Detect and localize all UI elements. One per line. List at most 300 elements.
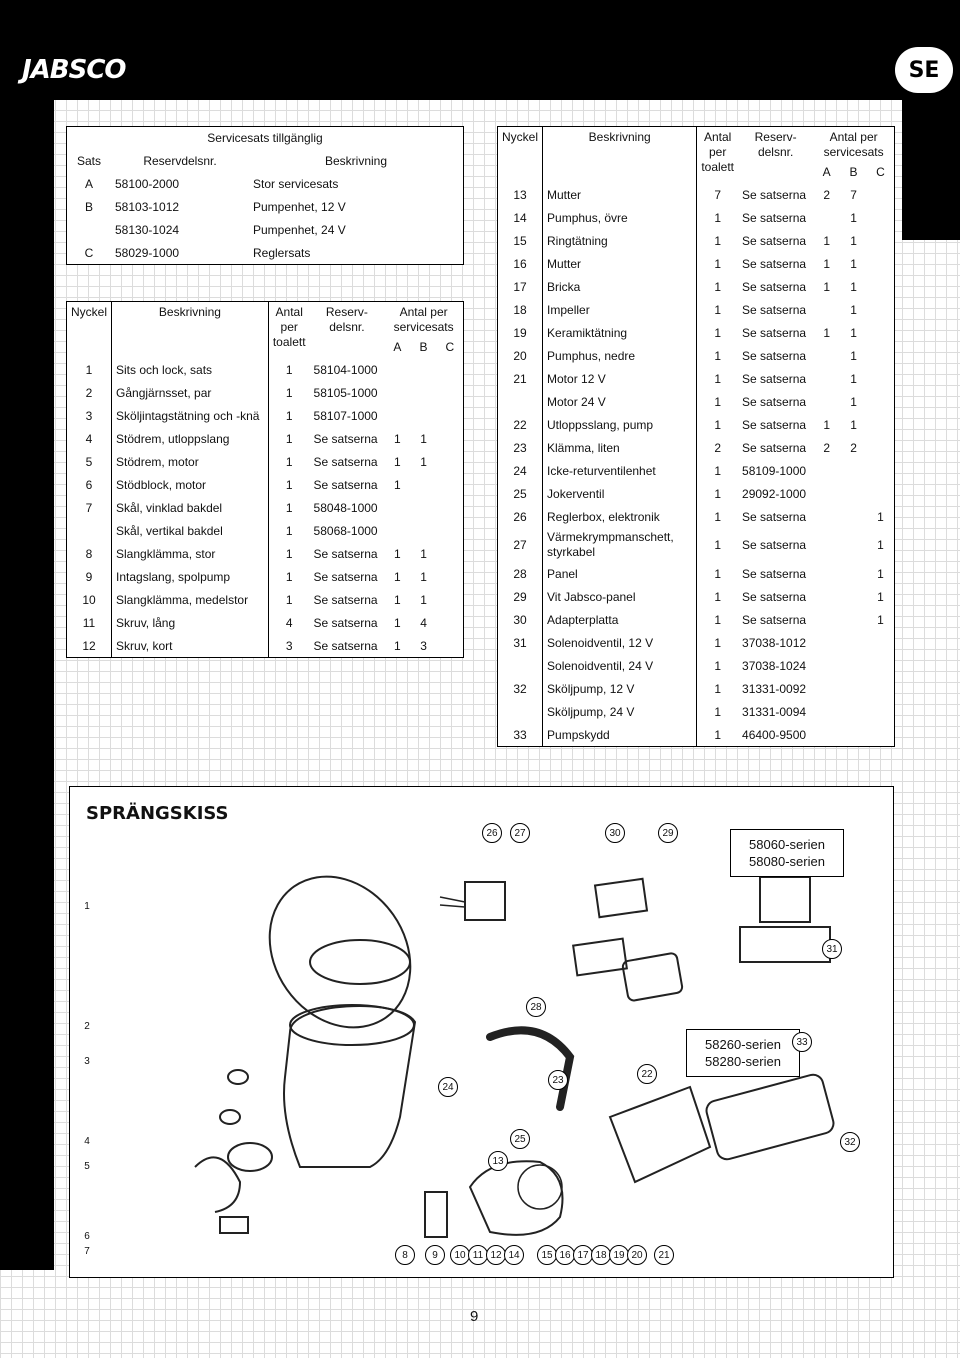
part-number: 37038-1012 xyxy=(742,635,807,650)
parts-row xyxy=(67,496,463,519)
part-description-text: Icke-returventilenhet xyxy=(547,463,656,478)
part-description xyxy=(112,358,269,381)
part-description-text: Mutter xyxy=(547,187,582,202)
kits-header-reservdelsnr: Reservdelsnr. xyxy=(143,153,217,168)
part-quantity: 1 xyxy=(268,404,309,427)
part-kit-b xyxy=(840,562,867,585)
part-number: 58104-1000 xyxy=(313,362,378,377)
part-kit-b xyxy=(410,381,436,404)
part-key: 32 xyxy=(513,681,527,696)
part-quantity: 1 xyxy=(697,413,738,436)
header-service-right-line1: Antal per xyxy=(829,130,878,144)
part-kit-c xyxy=(867,700,894,723)
callout-33: 33 xyxy=(792,1032,812,1052)
part-key: 28 xyxy=(513,566,527,581)
part-kit-a: 1 xyxy=(823,417,830,432)
part-description-text: Keramiktätning xyxy=(547,325,628,340)
part-kit-c: 1 xyxy=(877,509,884,524)
parts-row xyxy=(67,381,463,404)
part-description-text: Sköljintagstätning och -knä xyxy=(116,408,260,423)
part-number: Se satserna xyxy=(742,566,807,581)
parts-table-left xyxy=(67,302,463,657)
part-kit-a: 1 xyxy=(823,256,830,271)
parts-row xyxy=(498,585,894,608)
part-kit-b xyxy=(410,496,436,519)
part-kit-a xyxy=(813,528,840,562)
part-description-text: Bricka xyxy=(547,279,581,294)
part-quantity: 1 xyxy=(697,585,738,608)
part-quantity: 1 xyxy=(268,381,309,404)
diagram-title: SPRÄNGSKISS xyxy=(86,803,229,824)
part-quantity: 2 xyxy=(697,436,738,459)
part-description xyxy=(112,427,269,450)
parts-table-right xyxy=(498,127,894,746)
part-quantity: 1 xyxy=(697,677,738,700)
part-description xyxy=(543,562,697,585)
part-description xyxy=(112,565,269,588)
part-kit-c: 1 xyxy=(877,538,884,552)
part-kit-c xyxy=(867,654,894,677)
part-description xyxy=(543,700,697,723)
part-kit-b: 1 xyxy=(850,417,857,432)
part-key: 2 xyxy=(85,385,93,400)
part-number: Se satserna xyxy=(742,325,807,340)
part-kit-c xyxy=(437,634,463,657)
part-kit-c xyxy=(437,473,463,496)
part-kit-a: 1 xyxy=(823,233,830,248)
part-kit-a xyxy=(813,298,840,321)
part-key: 12 xyxy=(82,638,96,653)
part-key: 31 xyxy=(513,635,527,650)
part-kit-c xyxy=(867,677,894,700)
callout-7: 7 xyxy=(78,1242,96,1260)
header-nyckel-right: Nyckel xyxy=(502,130,539,144)
callout-32: 32 xyxy=(840,1132,860,1152)
header-antal-line2: per xyxy=(280,320,298,334)
parts-row xyxy=(498,654,894,677)
header-beskrivning-right: Beskrivning xyxy=(543,127,697,183)
parts-row xyxy=(498,436,894,459)
part-description-text: Panel xyxy=(547,566,578,581)
parts-row xyxy=(498,482,894,505)
part-description-text: Sköljpump, 24 V xyxy=(547,704,635,719)
header-reserv-line1: Reserv- xyxy=(325,305,368,319)
part-description xyxy=(543,183,697,206)
part-number: Se satserna xyxy=(742,279,807,294)
part-kit-c xyxy=(867,206,894,229)
kit-sats xyxy=(67,218,111,241)
part-kit-c xyxy=(437,542,463,565)
part-kit-c xyxy=(867,344,894,367)
part-quantity: 1 xyxy=(697,390,738,413)
part-kit-c xyxy=(867,367,894,390)
part-kit-a xyxy=(813,585,840,608)
part-number: Se satserna xyxy=(742,538,807,552)
part-kit-a xyxy=(813,631,840,654)
toilet-rim-drawing xyxy=(290,1005,414,1045)
kits-row xyxy=(67,241,463,264)
part-quantity: 1 xyxy=(268,473,309,496)
part-key xyxy=(67,519,112,542)
parts-row xyxy=(498,608,894,631)
part-quantity: 1 xyxy=(697,206,738,229)
header-antal-right-line1: Antal xyxy=(703,130,732,144)
kit-part-number: 58100-2000 xyxy=(115,176,180,191)
parts-row xyxy=(498,723,894,746)
part-key: 29 xyxy=(513,589,527,604)
header-antal-right xyxy=(697,127,738,183)
part-kit-c xyxy=(437,358,463,381)
part-kit-a xyxy=(384,519,410,542)
part-kit-b: 1 xyxy=(850,210,857,225)
callout-2: 2 xyxy=(78,1017,96,1035)
part-key: 14 xyxy=(513,210,527,225)
part-description xyxy=(543,459,697,482)
part-kit-b: 7 xyxy=(850,187,857,202)
part-kit-c xyxy=(867,459,894,482)
part-kit-b: 1 xyxy=(850,371,857,386)
kit-sats: A xyxy=(84,176,93,191)
part-quantity: 1 xyxy=(697,608,738,631)
outlet-hose-drawing xyxy=(490,1030,570,1107)
exploded-diagram xyxy=(69,786,894,1278)
part-kit-a xyxy=(384,358,410,381)
parts-row xyxy=(498,700,894,723)
callout-14: 14 xyxy=(504,1245,524,1265)
part-number: 58109-1000 xyxy=(742,463,807,478)
part-kit-b xyxy=(410,358,436,381)
parts-row xyxy=(498,413,894,436)
white-panel-drawing xyxy=(622,952,683,1001)
part-kit-a xyxy=(813,700,840,723)
series-box-58060-line2: 58080-serien xyxy=(749,854,825,869)
part-number: Se satserna xyxy=(742,233,807,248)
pump-housing-drawing xyxy=(470,1161,563,1235)
part-description xyxy=(543,344,697,367)
part-kit-c: 1 xyxy=(877,566,884,581)
part-description xyxy=(543,229,697,252)
part-number: 58107-1000 xyxy=(313,408,378,423)
header-reserv-line2: delsnr. xyxy=(329,320,365,334)
part-key: 33 xyxy=(513,727,527,742)
part-key: 22 xyxy=(513,417,527,432)
left-side-bar xyxy=(0,100,54,1270)
part-quantity: 7 xyxy=(697,183,738,206)
callout-30: 30 xyxy=(605,823,625,843)
part-kit-a: 1 xyxy=(394,569,401,584)
part-number: Se satserna xyxy=(742,187,807,202)
kits-header-sats: Sats xyxy=(76,153,101,168)
kits-row xyxy=(67,218,463,241)
part-kit-b xyxy=(840,677,867,700)
callout-10: 10 xyxy=(450,1245,470,1265)
part-key: 4 xyxy=(85,431,93,446)
part-kit-a xyxy=(813,677,840,700)
header-c: C xyxy=(445,339,455,354)
part-description-text: Solenoidventil, 12 V xyxy=(547,635,654,650)
part-key: 19 xyxy=(513,325,527,340)
part-kit-b xyxy=(410,404,436,427)
callout-15: 15 xyxy=(537,1245,557,1265)
callout-3: 3 xyxy=(78,1052,96,1070)
parts-row xyxy=(67,588,463,611)
part-key: 21 xyxy=(513,371,527,386)
callout-1: 1 xyxy=(78,897,96,915)
part-description-text-line2: styrkabel xyxy=(547,545,596,559)
part-number: Se satserna xyxy=(742,612,807,627)
right-side-bar xyxy=(902,100,960,240)
part-description xyxy=(543,367,697,390)
part-quantity: 3 xyxy=(268,634,309,657)
kit-part-number: 58130-1024 xyxy=(115,222,180,237)
part-description xyxy=(543,528,697,562)
part-kit-b: 1 xyxy=(850,256,857,271)
header-service-line1: Antal per xyxy=(399,305,448,319)
part-kit-c xyxy=(867,723,894,746)
callout-28: 28 xyxy=(526,997,546,1017)
inlet-hose-drawing xyxy=(425,1192,447,1237)
part-kit-a xyxy=(813,608,840,631)
parts-row xyxy=(67,611,463,634)
part-kit-b: 1 xyxy=(850,302,857,317)
part-key xyxy=(498,390,543,413)
part-quantity: 1 xyxy=(697,723,738,746)
part-quantity: 1 xyxy=(697,505,738,528)
series-box-58060 xyxy=(730,829,844,877)
part-kit-a xyxy=(384,496,410,519)
part-kit-a xyxy=(813,562,840,585)
parts-row xyxy=(498,344,894,367)
series-box-58260 xyxy=(686,1029,800,1077)
part-quantity: 1 xyxy=(268,565,309,588)
callout-22: 22 xyxy=(637,1064,657,1084)
part-kit-c xyxy=(867,183,894,206)
part-key: 18 xyxy=(513,302,527,317)
part-description-text: Jokerventil xyxy=(547,486,605,501)
part-description-text: Pumphus, nedre xyxy=(547,348,636,363)
part-kit-a xyxy=(813,390,840,413)
part-kit-a xyxy=(384,381,410,404)
part-kit-b xyxy=(840,482,867,505)
kit-part-number: 58103-1012 xyxy=(115,199,180,214)
part-kit-b: 3 xyxy=(420,638,427,653)
header-antal-line1: Antal xyxy=(275,305,303,319)
part-key: 16 xyxy=(513,256,527,271)
parts-row xyxy=(498,229,894,252)
part-kit-b: 2 xyxy=(850,440,857,455)
part-description-text: Mutter xyxy=(547,256,582,271)
kits-row xyxy=(67,195,463,218)
part-description-text: Impeller xyxy=(547,302,590,317)
part-quantity: 1 xyxy=(697,482,738,505)
part-kit-c xyxy=(867,298,894,321)
part-description-text: Stödrem, utloppslang xyxy=(116,431,230,446)
part-number: Se satserna xyxy=(313,454,378,469)
part-description-text: Motor 24 V xyxy=(547,394,606,409)
part-kit-a: 1 xyxy=(394,546,401,561)
part-key: 3 xyxy=(85,408,93,423)
callout-4: 4 xyxy=(78,1132,96,1150)
parts-row xyxy=(67,519,463,542)
part-kit-b: 1 xyxy=(850,279,857,294)
part-kit-b: 1 xyxy=(420,592,427,607)
part-description-text: Stödblock, motor xyxy=(116,477,207,492)
parts-row xyxy=(67,565,463,588)
part-kit-c: 1 xyxy=(877,589,884,604)
part-kit-a: 1 xyxy=(394,615,401,630)
part-key: 27 xyxy=(513,538,527,552)
part-key: 20 xyxy=(513,348,527,363)
part-kit-b xyxy=(840,631,867,654)
part-kit-c xyxy=(867,321,894,344)
part-description-text: Gångjärnsset, par xyxy=(116,385,212,400)
part-kit-c: 1 xyxy=(877,612,884,627)
part-kit-a: 1 xyxy=(394,592,401,607)
part-number: 46400-9500 xyxy=(742,727,807,742)
part-description-text: Skål, vinklad bakdel xyxy=(116,500,223,515)
flush-pump-drawing xyxy=(704,1072,835,1161)
header-beskrivning: Beskrivning xyxy=(112,302,269,358)
header-servicesats-right xyxy=(813,127,894,160)
part-key: 7 xyxy=(85,500,93,515)
part-kit-a xyxy=(813,206,840,229)
parts-row xyxy=(498,321,894,344)
part-quantity: 1 xyxy=(697,298,738,321)
header-reserv-right-line2: delsnr. xyxy=(757,145,794,159)
callout-18: 18 xyxy=(591,1245,611,1265)
header-nyckel: Nyckel xyxy=(71,305,108,319)
parts-row xyxy=(67,634,463,657)
part-description xyxy=(543,654,697,677)
part-kit-c xyxy=(437,611,463,634)
part-kit-b xyxy=(840,700,867,723)
parts-row xyxy=(498,206,894,229)
part-number: Se satserna xyxy=(742,509,807,524)
language-badge: SE xyxy=(895,47,953,93)
callout-27: 27 xyxy=(510,823,530,843)
part-description-text: Intagslang, spolpump xyxy=(116,569,231,584)
part-number: Se satserna xyxy=(313,638,378,653)
header-c-right: C xyxy=(876,164,885,179)
page-number: 9 xyxy=(470,1308,479,1325)
header-service-right-line2: servicesats xyxy=(823,145,884,159)
part-kit-a: 1 xyxy=(394,477,401,492)
parts-row xyxy=(498,631,894,654)
part-kit-c xyxy=(867,252,894,275)
part-quantity: 1 xyxy=(268,496,309,519)
kit-description: Reglersats xyxy=(253,245,311,260)
part-kit-c xyxy=(867,631,894,654)
seal-ring-drawing xyxy=(228,1070,248,1084)
part-number: Se satserna xyxy=(742,210,807,225)
header-reserv-right-line1: Reserv- xyxy=(754,130,797,144)
part-kit-a xyxy=(813,367,840,390)
part-quantity: 1 xyxy=(268,358,309,381)
part-kit-a xyxy=(813,344,840,367)
part-kit-b xyxy=(840,608,867,631)
part-kit-a: 1 xyxy=(394,431,401,446)
part-key: 25 xyxy=(513,486,527,501)
part-quantity: 1 xyxy=(697,344,738,367)
parts-row xyxy=(498,252,894,275)
part-kit-c xyxy=(437,381,463,404)
series-box-58260-line1: 58260-serien xyxy=(705,1037,781,1052)
part-description-text: Skruv, kort xyxy=(116,638,173,653)
parts-row xyxy=(498,528,894,562)
callout-31: 31 xyxy=(822,939,842,959)
part-description xyxy=(543,321,697,344)
parts-row xyxy=(498,390,894,413)
part-kit-b xyxy=(410,519,436,542)
part-description xyxy=(112,496,269,519)
part-kit-b: 1 xyxy=(420,431,427,446)
header-antal-right-line3: toalett xyxy=(701,160,735,174)
part-kit-c xyxy=(437,450,463,473)
part-kit-b: 1 xyxy=(420,454,427,469)
part-description-text: Utloppsslang, pump xyxy=(547,417,654,432)
header-b-right: B xyxy=(849,164,858,179)
part-number: Se satserna xyxy=(313,592,378,607)
kits-header-beskrivning: Beskrivning xyxy=(324,153,388,168)
part-description xyxy=(543,723,697,746)
part-description xyxy=(543,608,697,631)
adapter-plate-drawing xyxy=(595,879,647,917)
parts-row xyxy=(498,298,894,321)
part-key: 26 xyxy=(513,509,527,524)
part-kit-c xyxy=(437,427,463,450)
solenoid-valve-drawing xyxy=(760,877,810,922)
part-description xyxy=(543,631,697,654)
header-reservdelsnr-right xyxy=(738,127,813,183)
part-number: 58105-1000 xyxy=(313,385,378,400)
part-description-text: Klämma, liten xyxy=(547,440,620,455)
callout-12: 12 xyxy=(486,1245,506,1265)
kits-row xyxy=(67,172,463,195)
part-description xyxy=(543,206,697,229)
callout-11: 11 xyxy=(468,1245,488,1265)
part-number: Se satserna xyxy=(313,546,378,561)
part-number: Se satserna xyxy=(742,256,807,271)
jabsco-logo: JABSCO xyxy=(14,50,134,90)
part-kit-c xyxy=(867,390,894,413)
motor-drawing xyxy=(610,1087,710,1182)
part-kit-c xyxy=(437,565,463,588)
o-ring-drawing xyxy=(518,1165,562,1209)
part-kit-b xyxy=(410,473,436,496)
part-key: 17 xyxy=(513,279,527,294)
kit-description: Stor servicesats xyxy=(253,176,339,191)
callout-19: 19 xyxy=(609,1245,629,1265)
part-kit-a xyxy=(813,459,840,482)
part-key: 8 xyxy=(85,546,93,561)
part-kit-b xyxy=(840,723,867,746)
part-kit-a xyxy=(813,482,840,505)
part-number: Se satserna xyxy=(313,615,378,630)
part-number: Se satserna xyxy=(313,477,378,492)
part-description xyxy=(543,436,697,459)
part-key xyxy=(498,654,543,677)
part-kit-c xyxy=(867,413,894,436)
callout-8: 8 xyxy=(395,1245,415,1265)
part-number: 58068-1000 xyxy=(313,523,378,538)
part-kit-b: 1 xyxy=(850,348,857,363)
part-description-text: Pumphus, övre xyxy=(547,210,628,225)
part-description xyxy=(112,519,269,542)
parts-row xyxy=(67,542,463,565)
part-quantity: 1 xyxy=(697,321,738,344)
part-key: 9 xyxy=(85,569,93,584)
part-kit-b xyxy=(840,459,867,482)
